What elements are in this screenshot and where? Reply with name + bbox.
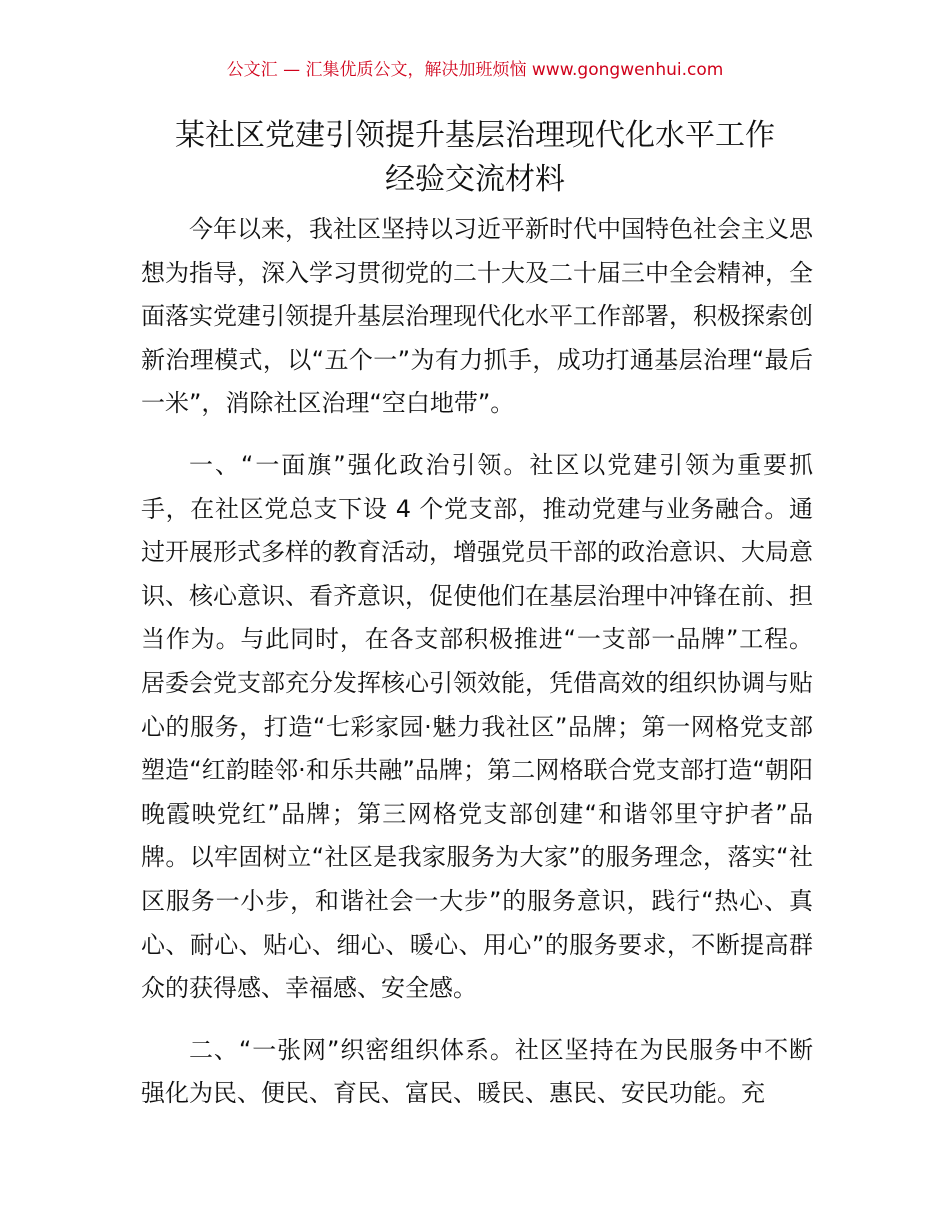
paragraph-intro: 今年以来，我社区坚持以习近平新时代中国特色社会主义思想为指导，深入学习贯彻党的二十大及二十届三中全会精神，全面落实党建引领提升基层治理现代化水平工作部署，积极探索创新治理模式，以“五个一”为有力抓手，成功打通基层治理“最后一米”，消除社区治理“空白地带”。 — [141, 215, 813, 418]
header-tagline[interactable]: 公文汇 — 汇集优质公文，解决加班烦恼 www.gongwenhui.com — [226, 60, 724, 80]
paragraph-section-1: 一、“一面旗”强化政治引领。社区以党建引领为重要抓手，在社区党总支下设 4 个党支部，推动党建与业务融合。通过开展形式多样的教育活动，增强党员干部的政治意识、大局意识、核心意识、看齐意识，促使他们在基层治理中冲锋在前、担当作为。与此同时，在各支部积极推进“一支部一品牌”工程。居委会党支部充分发挥核心引领效能，凭借高效的组织协调与贴心的服务，打造“七彩家园·魅力我社区”品牌；第一网格党支部塑造“红韵睦邻·和乐共融”品牌；第二网格联合党支部打造“朝阳晚霞映党红”品牌；第三网格党支部创建“和谐邻里守护者”品牌。以牢固树立“社区是我家服务为大家”的服务理念，落实“社区服务一小步，和谐社会一大步”的服务意识，践行“热心、真心、耐心、贴心、细心、暖心、用心”的服务要求，不断提高群众的获得感、幸福感、安全感。 — [141, 450, 813, 1003]
paragraph-section-2: 二、“一张网”织密组织体系。社区坚持在为民服务中不断强化为民、便民、育民、富民、暖民、惠民、安民功能。充 — [141, 1035, 813, 1108]
title-line-1: 某社区党建引领提升基层治理现代化水平工作 — [175, 118, 775, 153]
document-body — [141, 208, 813, 1134]
document-title — [120, 114, 830, 202]
title-line-2: 经验交流材料 — [385, 162, 565, 197]
